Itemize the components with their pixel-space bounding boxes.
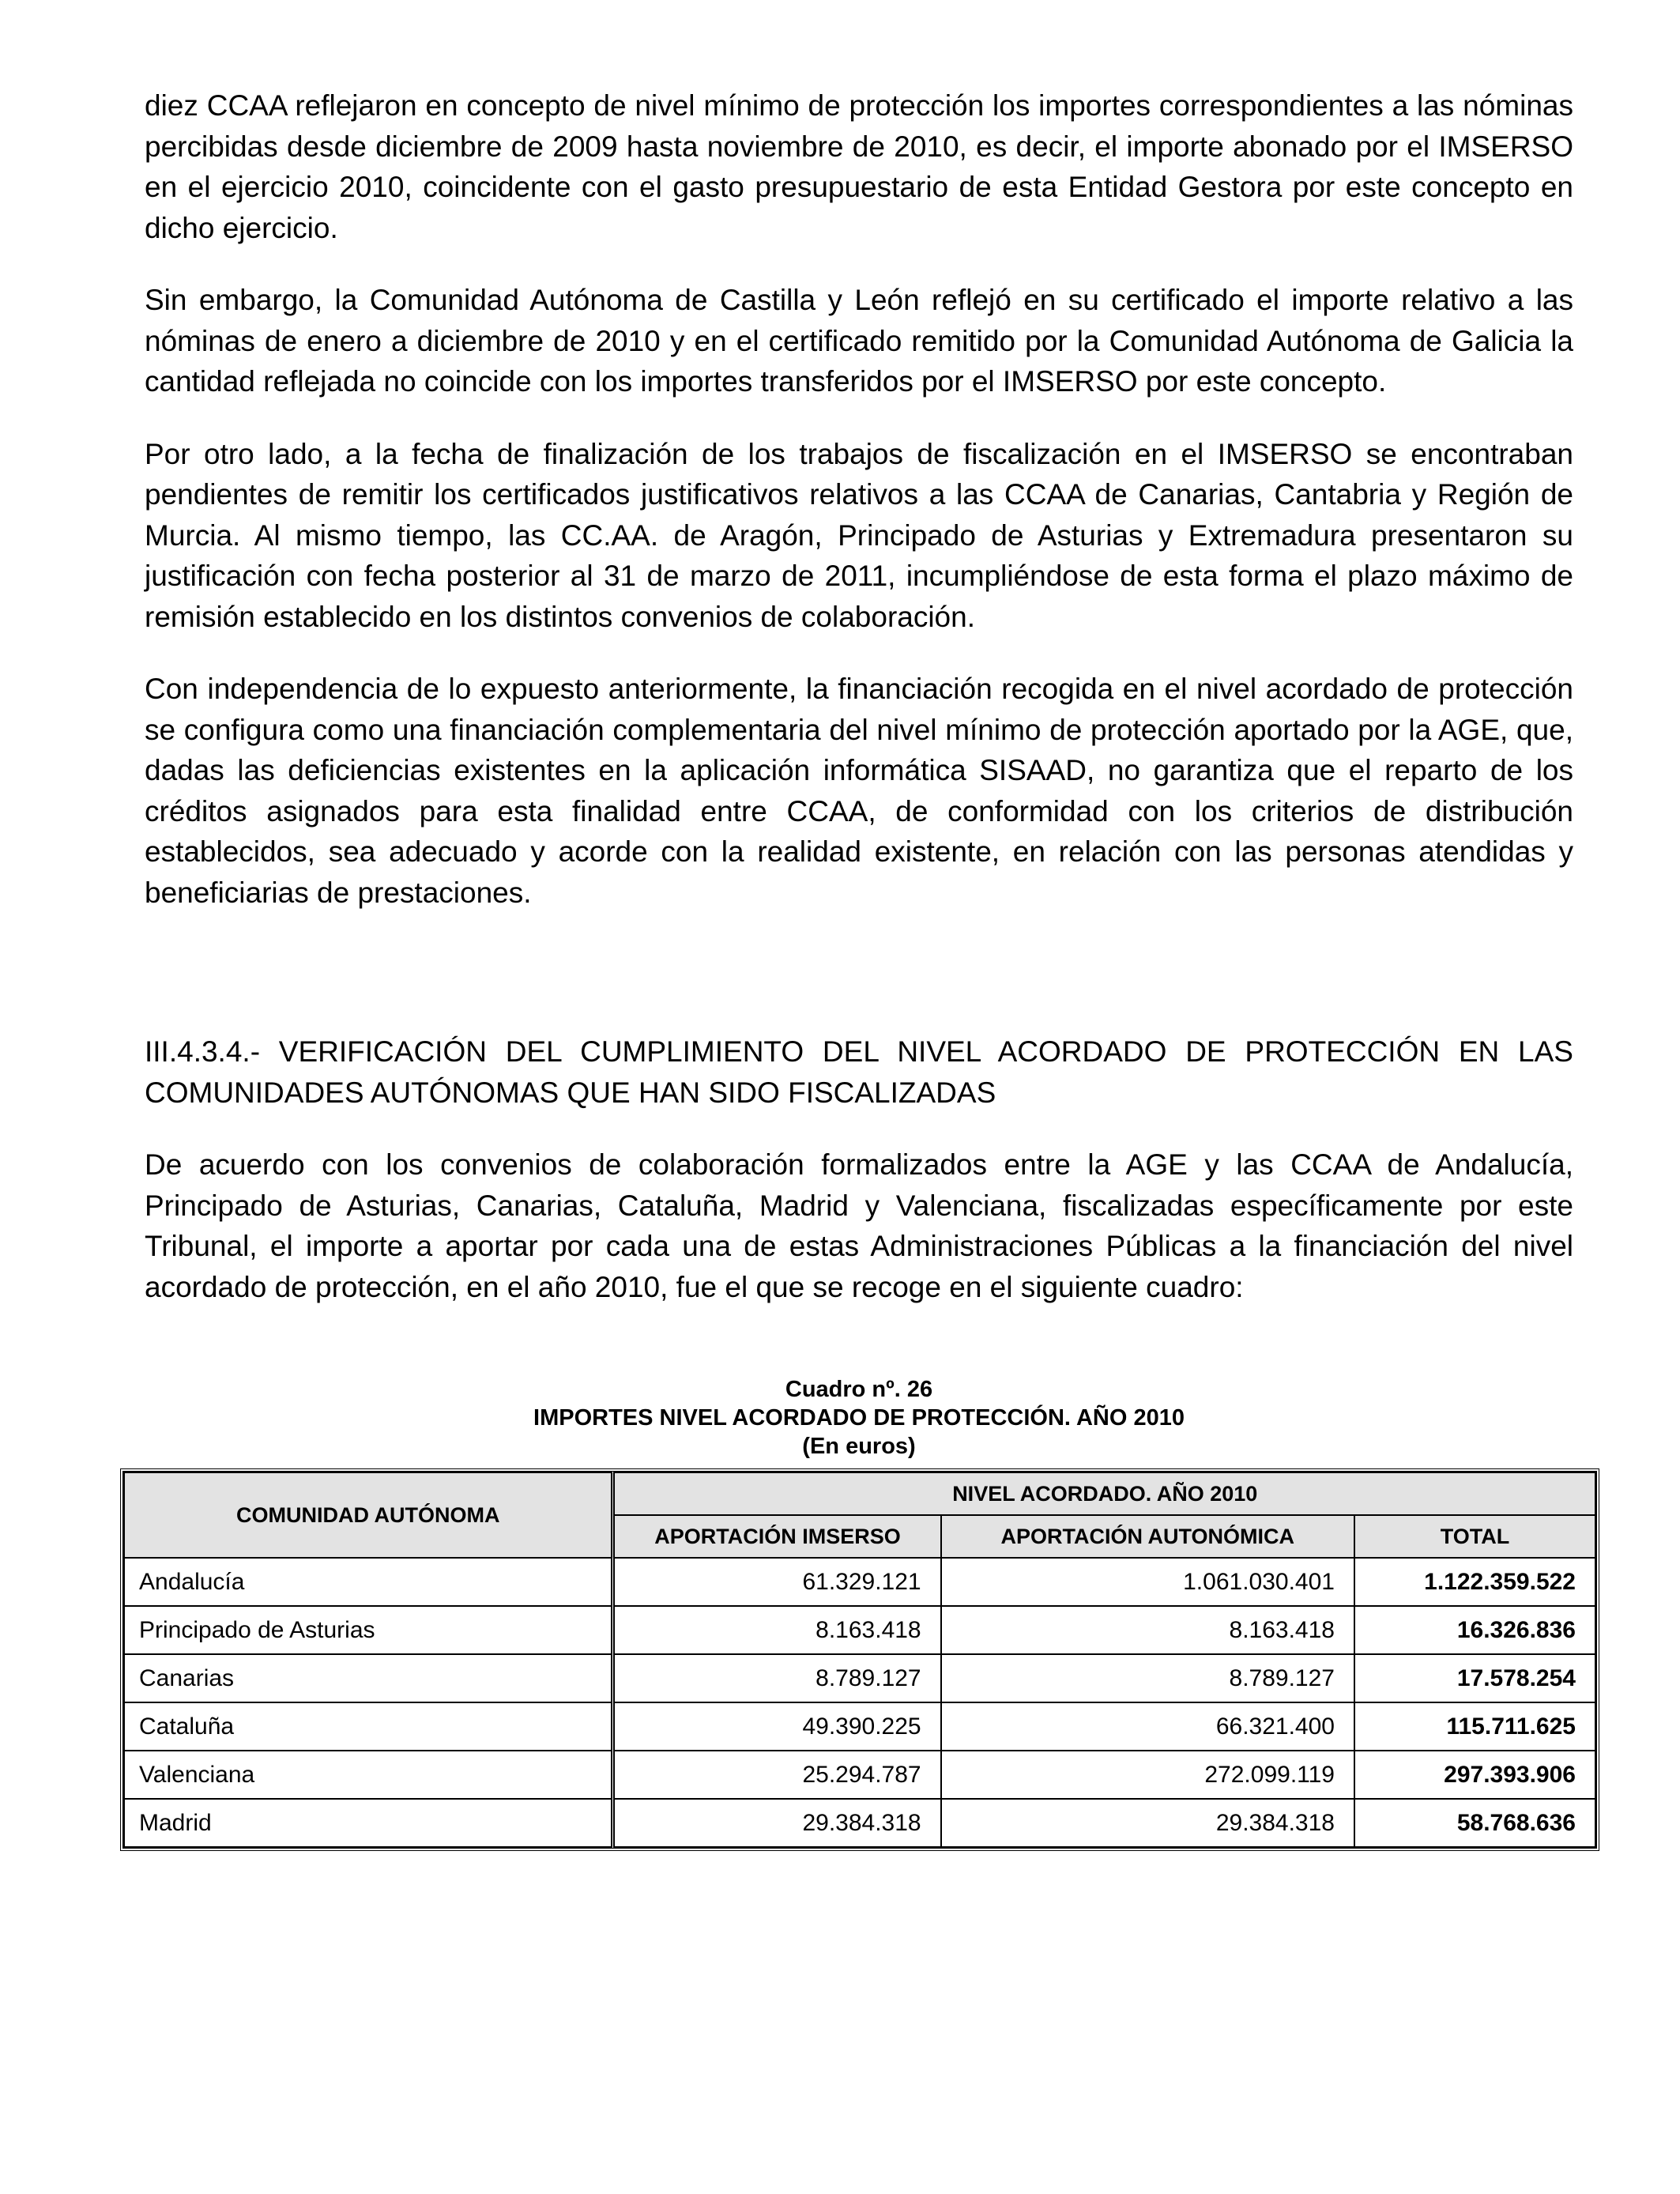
- paragraph-2: Sin embargo, la Comunidad Autónoma de Castilla y León reflejó en su certificado el importe relativo a las nóminas de enero a diciembre de 2010 y en el certificado remitido por la Comunidad Autónoma de Galicia la cantidad reflejada no coincide con los importes transferidos por el IMSERSO por este concepto.: [145, 284, 1573, 398]
- table-caption-number: Cuadro nº. 26: [785, 1377, 933, 1402]
- table-header-row-1: [124, 1472, 1595, 1515]
- paragraph-3: Por otro lado, a la fecha de finalización de los trabajos de fiscalización en el IMSERSO se encontraban pendientes de remitir los certificados justificativos relativos a las CCAA de Canarias, Cantabria y Región de Murcia. Al mismo tiempo, las CC.AA. de Aragón, Principado de Asturias y Extremadura presentaron su justificación con fecha posterior al 31 de marzo de 2011, incumpliéndose de esta forma el plazo máximo de remisión establecido en los distintos convenios de colaboración.: [145, 437, 1573, 633]
- table-row: [124, 1799, 1595, 1847]
- table-caption-unit: (En euros): [802, 1434, 916, 1459]
- header-community: COMUNIDAD AUTÓNOMA: [124, 1472, 613, 1558]
- cell-community: Madrid: [124, 1799, 613, 1847]
- cell-total: 1.122.359.522: [1354, 1558, 1595, 1606]
- cell-community: Andalucía: [124, 1558, 613, 1606]
- cell-total: 16.326.836: [1354, 1606, 1595, 1654]
- paragraph-4: Con independencia de lo expuesto anteriormente, la financiación recogida en el nivel acordado de protección se configura como una financiación complementaria del nivel mínimo de protección aportado por la AGE, que, dadas las deficiencias existentes en la aplicación informática SISAAD, no garantiza que el reparto de los créditos asignados para esta finalidad entre CCAA, de conformidad con los criterios de distribución establecidos, sea adecuado y acorde con la realidad existente, en relación con las personas atendidas y beneficiarias de prestaciones.: [145, 673, 1573, 909]
- cell-imserso: 8.163.418: [613, 1606, 941, 1654]
- table-caption-title: IMPORTES NIVEL ACORDADO DE PROTECCIÓN. AÑO 2010: [533, 1405, 1185, 1431]
- cell-imserso: 8.789.127: [613, 1654, 941, 1702]
- table-row: [124, 1654, 1595, 1702]
- table-caption: [145, 1375, 1573, 1461]
- cell-community: Principado de Asturias: [124, 1606, 613, 1654]
- cell-imserso: 49.390.225: [613, 1702, 941, 1751]
- paragraph-1: diez CCAA reflejaron en concepto de nivel mínimo de protección los importes correspondientes a las nóminas percibidas desde diciembre de 2009 hasta noviembre de 2010, es decir, el importe abonado por el IMSERSO en el ejercicio 2010, coincidente con el gasto presupuestario de esta Entidad Gestora por este concepto en dicho ejercicio.: [145, 89, 1573, 244]
- table-row: [124, 1606, 1595, 1654]
- cell-community: Valenciana: [124, 1751, 613, 1799]
- cell-autonomica: 29.384.318: [941, 1799, 1354, 1847]
- header-imserso: APORTACIÓN IMSERSO: [613, 1515, 941, 1558]
- cell-autonomica: 8.789.127: [941, 1654, 1354, 1702]
- table-row: [124, 1702, 1595, 1751]
- cell-autonomica: 272.099.119: [941, 1751, 1354, 1799]
- cell-imserso: 25.294.787: [613, 1751, 941, 1799]
- header-total: TOTAL: [1354, 1515, 1595, 1558]
- amounts-table-frame: [120, 1468, 1599, 1851]
- cell-community: Cataluña: [124, 1702, 613, 1751]
- cell-imserso: 61.329.121: [613, 1558, 941, 1606]
- cell-community: Canarias: [124, 1654, 613, 1702]
- cell-autonomica: 1.061.030.401: [941, 1558, 1354, 1606]
- cell-total: 115.711.625: [1354, 1702, 1595, 1751]
- cell-imserso: 29.384.318: [613, 1799, 941, 1847]
- cell-total: 17.578.254: [1354, 1654, 1595, 1702]
- cell-total: 58.768.636: [1354, 1799, 1595, 1847]
- section-heading: III.4.3.4.- VERIFICACIÓN DEL CUMPLIMIENTO DEL NIVEL ACORDADO DE PROTECCIÓN EN LAS COMUNIDADES AUTÓNOMAS QUE HAN SIDO FISCALIZADAS: [145, 1035, 1573, 1109]
- cell-autonomica: 66.321.400: [941, 1702, 1354, 1751]
- header-group: NIVEL ACORDADO. AÑO 2010: [613, 1472, 1595, 1515]
- header-autonomica: APORTACIÓN AUTONÓMICA: [941, 1515, 1354, 1558]
- table-row: [124, 1751, 1595, 1799]
- amounts-table: [123, 1472, 1596, 1848]
- section-paragraph: De acuerdo con los convenios de colaboración formalizados entre la AGE y las CCAA de Andalucía, Principado de Asturias, Canarias, Cataluña, Madrid y Valenciana, fiscalizadas específicamente por este Tribunal, el importe a aportar por cada una de estas Administraciones Públicas a la financiación del nivel acordado de protección, en el año 2010, fue el que se recoge en el siguiente cuadro:: [145, 1148, 1573, 1303]
- table-row: [124, 1558, 1595, 1606]
- document-page: [139, 85, 1576, 1851]
- cell-total: 297.393.906: [1354, 1751, 1595, 1799]
- cell-autonomica: 8.163.418: [941, 1606, 1354, 1654]
